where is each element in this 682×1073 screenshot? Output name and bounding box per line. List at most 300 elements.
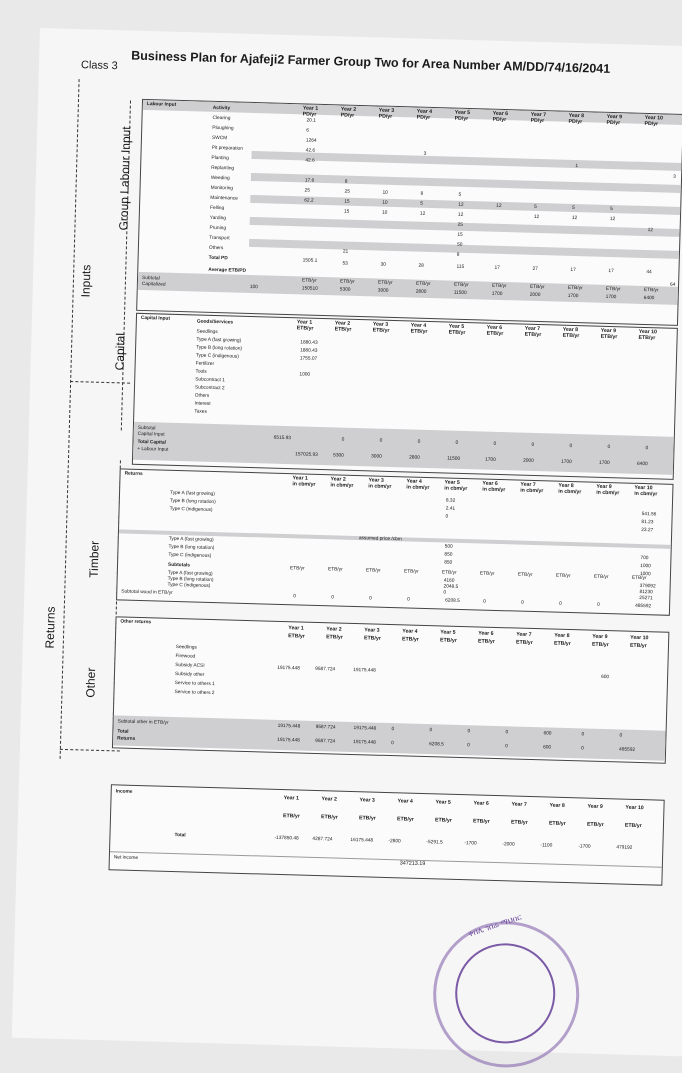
labour-unit-header: PD/yr: [568, 118, 583, 126]
capitalized-value: 3000: [377, 288, 389, 294]
subtotal-y5-value: 2048.5: [443, 584, 459, 590]
labour-unit-header: PD/yr: [416, 114, 431, 121]
avg-unit: ETB/yr: [377, 280, 393, 286]
income-total-value: -1100: [540, 843, 553, 849]
timber-year-header: Year 9: [596, 483, 612, 491]
avg-label: Average ETB/PD: [208, 267, 247, 274]
total-capital-value: 2800: [409, 455, 420, 461]
avg-unit: ETB/yr: [453, 282, 469, 289]
labour-cell: 8: [420, 191, 424, 197]
capital-header-label: Capital Input: [140, 315, 171, 322]
total-returns-value: 0: [581, 746, 584, 752]
income-total-value: -5291.5: [426, 840, 443, 846]
capitalized-value: 11500: [453, 290, 467, 297]
income-unit-header: ETB/yr: [624, 822, 642, 830]
capital-unit-header: ETB/yr: [638, 334, 656, 342]
timber-y5-value: 2.41: [445, 506, 456, 512]
income-unit-header: ETB/yr: [283, 813, 300, 820]
labour-y1-value: 62.2: [304, 198, 314, 204]
avg-unit: ETB/yr: [643, 287, 659, 294]
labour-total-pd: 115: [456, 264, 465, 270]
labour-total-pd: 17: [494, 265, 500, 271]
price-item-label: Type B (long rotation): [168, 544, 215, 552]
capital-unit-header: ETB/yr: [334, 326, 352, 333]
price-y5-value: 500: [444, 544, 453, 550]
timber-year-header: Year 4: [406, 478, 422, 485]
capital-year-header: Year 4: [410, 322, 427, 329]
other-header-label: Other returns: [120, 619, 152, 626]
activity-header: Activity: [212, 105, 231, 112]
capital-subtotal-cell: 0: [417, 439, 421, 445]
other-returns-label: Returns: [117, 736, 136, 742]
total-returns-value: 9587.724: [315, 738, 336, 745]
total-capital-value: 5300: [333, 453, 344, 459]
capital-item-label: Others: [194, 393, 210, 399]
capitalized-value: 5300: [339, 287, 351, 293]
capitalized-value: 1700: [491, 291, 503, 298]
activity-label: Pruning: [209, 225, 227, 232]
timber-y10-value: 541.56: [641, 511, 657, 518]
labour-year-header: Year 7: [530, 111, 547, 119]
price-y10-value: 1000: [639, 571, 651, 578]
capitalized-value: 6400: [643, 295, 655, 302]
labour-cell: 12: [647, 228, 653, 234]
avg-value: 100: [249, 284, 258, 291]
labour-unit-header: PD/yr: [378, 113, 393, 120]
timber-year-header: Year 8: [558, 482, 574, 490]
income-year-header: Year 7: [511, 801, 527, 808]
total-returns-value: 600: [543, 745, 552, 751]
timber-unit-header: in cbm/yr: [520, 487, 544, 495]
inputs-label: Inputs: [78, 264, 94, 298]
income-total-value: -2000: [502, 842, 515, 848]
cap-subtotal-label: Subtotal: [137, 425, 156, 432]
group-labour-label: Group Labour Input: [116, 126, 134, 231]
activity-label: Others: [208, 245, 224, 252]
timber-unit-header: in cbm/yr: [482, 486, 506, 494]
labour-cell: 64: [669, 282, 676, 288]
labour-total-pd: 44: [646, 270, 652, 276]
other-returns-table: [112, 616, 669, 763]
capital-unit-header: ETB/yr: [562, 332, 580, 340]
subtotal-wood-value: 0: [521, 600, 524, 606]
labour-y1-value: 17.6: [304, 178, 315, 184]
timber-y5-value: 8.32: [445, 498, 456, 504]
labour-year-header: Year 3: [378, 107, 395, 114]
labour-cell: 15: [457, 232, 463, 238]
subtotal-item-label: Type C (indigenous): [167, 582, 211, 589]
income-year-header: Year 3: [359, 797, 375, 804]
labour-y1-value: 1264: [305, 138, 317, 144]
other-year-header: Year 2: [326, 626, 342, 633]
income-year-header: Year 6: [473, 800, 489, 807]
labour-cell: 25: [457, 222, 464, 228]
other-subtotal-value: 0: [429, 728, 433, 734]
income-year-header: Year 1: [283, 795, 299, 802]
activity-label: Monitoring: [210, 185, 234, 192]
labour-cell: 12: [419, 211, 426, 217]
timber-unit-header: in cbm/yr: [330, 482, 354, 489]
subtotal-wood-value: 485592: [635, 603, 652, 610]
labour-cell: 12: [571, 215, 578, 222]
subtotal-y10-value: 25271: [639, 595, 653, 602]
other-label: Other: [83, 667, 99, 698]
total-returns-value: 6208.5: [429, 742, 444, 748]
subtotals-unit: ETB/yr: [327, 567, 343, 573]
total-returns-value: 0: [391, 741, 394, 747]
goods-header: Goods/Services: [196, 319, 234, 326]
subtotal-wood-value: 6208.5: [445, 598, 460, 604]
capital-item-label: Type A (fast growing): [196, 337, 242, 344]
activity-label: Ploughing: [212, 125, 234, 132]
timber-year-header: Year 2: [330, 476, 346, 483]
labour-cell: 5: [610, 206, 613, 213]
price-item-label: Type A (fast growing): [168, 536, 214, 544]
subtotals-unit: ETB/yr: [441, 570, 457, 576]
capital-subtotal-cell: 0: [569, 443, 573, 450]
timber-unit-header: in cbm/yr: [634, 490, 658, 498]
total-returns-value: 485592: [618, 747, 636, 753]
total-capital-value: 11500: [447, 456, 461, 462]
labour-year-header: Year 1: [302, 105, 319, 112]
labour-cell: 8: [456, 252, 460, 258]
capital-year-header: Year 7: [524, 325, 541, 333]
income-total-value: 479192: [616, 845, 633, 851]
subtotals-unit: ETB/yr: [289, 566, 305, 572]
capital-item-label: Seedlings: [196, 329, 218, 336]
total-capital-value: 1700: [598, 460, 610, 467]
avg-unit: ETB/yr: [567, 285, 583, 292]
timber-unit-header: in cbm/yr: [292, 481, 316, 488]
capital-year-header: Year 2: [334, 320, 351, 327]
labour-cell: 3: [673, 174, 676, 180]
capital-year-header: Year 1: [296, 319, 313, 326]
labour-y1-value: 20.1: [306, 118, 316, 124]
subsidy-value: 19175.448: [353, 667, 376, 674]
avg-unit: ETB/yr: [491, 283, 507, 290]
capital-unit-header: ETB/yr: [448, 329, 466, 336]
capital-year-header: Year 9: [600, 327, 617, 335]
labour-cell: 12: [609, 216, 616, 223]
total-returns-value: 0: [505, 744, 508, 750]
other-item-label: Subsidy other: [174, 672, 205, 678]
other-year-header: Year 8: [554, 632, 570, 640]
document-title: Business Plan for Ajafeji2 Farmer Group Two for Area Number AM/DD/74/16/2041: [131, 48, 611, 76]
capital-item-label: Type C (indigenous): [195, 353, 239, 360]
income-year-header: Year 9: [587, 803, 603, 811]
subtotal-wood-value: 0: [597, 602, 600, 608]
subtotals-unit: ETB/yr: [365, 568, 381, 574]
capital-subtotal-cell: 0: [379, 438, 383, 444]
total-capital-value: 1700: [561, 459, 572, 466]
labour-y1-value: 42.6: [305, 148, 316, 154]
subtotals-unit: ETB/yr: [403, 569, 419, 575]
timber-item-label: Type B (long rotation): [169, 498, 216, 506]
activity-label: Maintenance: [210, 195, 238, 202]
labour-unit-header: PD/yr: [454, 115, 469, 122]
labour-year-header: Year 9: [606, 113, 623, 121]
timber-y10-value: 81.23: [641, 519, 654, 526]
activity-label: Total PD: [208, 255, 228, 262]
other-year-header: Year 5: [440, 629, 456, 636]
labour-cell: 12: [458, 202, 464, 208]
subtotal-item-label: Type B (long rotation): [167, 576, 214, 584]
capital-item-label: Interest: [194, 401, 211, 407]
capital-unit-header: ETB/yr: [296, 325, 314, 332]
avg-unit: ETB/yr: [415, 281, 431, 288]
net-income-label: Net income: [113, 855, 139, 862]
other-year-header: Year 3: [364, 627, 380, 634]
other-unit-header: ETB/yr: [591, 641, 609, 649]
income-label: Income: [115, 789, 133, 795]
capital-year-header: Year 3: [372, 321, 389, 328]
labour-unit-header: PD/yr: [644, 120, 659, 128]
total-capital-value: 2000: [523, 458, 534, 464]
labour-cell: 12: [533, 214, 540, 221]
income-table: [109, 784, 665, 885]
activity-label: Pit preparation: [211, 145, 243, 152]
subtotal-y10-value: 81230: [639, 589, 653, 596]
other-year-header: Year 9: [592, 633, 608, 641]
subtotal-y10-value: 379092: [639, 583, 656, 590]
avg-unit: ETB/yr: [301, 278, 317, 284]
subtotal-wood-value: 0: [293, 594, 296, 600]
other-subtotal-value: 0: [391, 727, 395, 733]
assumed-price-label: assumed price /cbm: [358, 536, 402, 543]
subtotals-unit: ETB/yr: [555, 573, 571, 580]
other-unit-header: ETB/yr: [553, 640, 571, 648]
avg-unit: ETB/yr: [605, 286, 621, 293]
labour-cell: 5: [458, 192, 462, 198]
other-item-label: Service to others 1: [174, 681, 215, 688]
other-unit-header: ETB/yr: [288, 633, 305, 640]
stamp-text: ቀበሌ ገበሬ ማህበር: [466, 912, 523, 939]
labour-cell: 5: [420, 201, 423, 207]
labour-total-pd: 30: [380, 262, 386, 268]
labour-input-table: [136, 99, 682, 326]
capital-unit-header: ETB/yr: [600, 333, 618, 341]
capital-item-value: 1880.43: [300, 348, 318, 354]
labour-total-pd: 17: [570, 267, 576, 274]
total-capital-label2: + Labour Input: [137, 446, 169, 453]
other-year-header: Year 10: [630, 634, 649, 642]
timber-unit-header: in cbm/yr: [558, 488, 582, 496]
price-y5-value: 850: [444, 560, 453, 566]
labour-year-header: Year 4: [416, 108, 433, 115]
labour-cell: 10: [381, 210, 388, 216]
subtotal-y5-value: 4160: [443, 578, 455, 584]
other-subtotal-value: 19175.448: [353, 726, 377, 732]
labour-cell: 1: [575, 164, 579, 170]
labour-year-header: Year 2: [340, 106, 357, 113]
total-capital-value: 3000: [371, 454, 382, 460]
price-y5-value: 850: [444, 552, 453, 558]
price-y10-value: 1000: [640, 563, 651, 570]
timber-label: Timber: [86, 540, 102, 578]
capital-item-value: 1755.07: [299, 356, 318, 362]
income-total-label: Total: [174, 833, 186, 839]
capital-label: Capital: [112, 332, 128, 371]
other-subtotal-label: Subtotal other in ETB/yr: [117, 719, 169, 726]
dashed-divider: [60, 749, 120, 752]
other-unit-header: ETB/yr: [629, 642, 647, 650]
labour-cell: 3: [423, 151, 427, 157]
capitalized-value: 1700: [605, 294, 617, 301]
labour-total-pd: 53: [342, 261, 348, 267]
subtotal-wood-value: 0: [559, 601, 562, 607]
subsidy-value: 19175.448: [277, 665, 300, 672]
timber-year-header: Year 3: [368, 477, 384, 484]
class-label: Class 3: [80, 59, 118, 73]
capitalized-value: 2800: [415, 289, 427, 295]
activity-label: Clearing: [212, 115, 231, 122]
income-year-header: Year 5: [435, 799, 451, 806]
labour-year-header: Year 6: [492, 110, 509, 118]
total-capital-value: 157025.93: [295, 452, 318, 458]
subtotal-wood-value: 0: [369, 596, 372, 602]
capital-unit-header: ETB/yr: [410, 328, 428, 335]
income-year-header: Year 10: [625, 804, 644, 812]
capital-item-label: Subcontract 1: [195, 377, 225, 384]
timber-year-header: Year 6: [482, 480, 498, 487]
timber-y5-value: 0: [445, 514, 449, 520]
labour-header-label: Labour Input: [146, 102, 177, 108]
labour-unit-header: PD/yr: [340, 112, 355, 119]
subsidy-value: 9587.724: [315, 666, 336, 673]
labour-year-header: Year 5: [454, 109, 471, 117]
capital-subtotal-cell: 0: [341, 437, 345, 443]
capital-item-value: 1000: [299, 372, 311, 378]
capital-subtotal-cell: 0: [531, 442, 535, 448]
other-year-header: Year 1: [288, 625, 304, 632]
avg-unit: ETB/yr: [529, 284, 545, 291]
labour-total-pd: 17: [608, 268, 614, 275]
labour-total-pd: 27: [532, 266, 538, 272]
labour-cell: 12: [496, 203, 502, 209]
capital-year-header: Year 5: [448, 323, 465, 330]
labour-unit-header: PD/yr: [606, 119, 621, 127]
other-unit-header: ETB/yr: [515, 639, 533, 646]
other-item-label: Service to others 2: [174, 690, 215, 697]
timber-year-header: Year 10: [634, 484, 653, 492]
other-subtotal-value: 0: [505, 730, 509, 736]
other-unit-header: ETB/yr: [364, 635, 381, 642]
subtotal-wood-value: 0: [483, 599, 486, 605]
document-page: [12, 28, 682, 1057]
labour-y1-value: 1505.1: [302, 258, 318, 264]
other-year-header: Year 6: [478, 630, 494, 637]
timber-unit-header: in cbm/yr: [596, 489, 620, 497]
total-capital-value: 6400: [636, 461, 648, 468]
income-unit-header: ETB/yr: [548, 820, 566, 827]
other-year-header: Year 7: [516, 631, 532, 638]
income-year-header: Year 4: [397, 798, 413, 805]
capital-subtotal-cell: 0: [455, 440, 459, 446]
total-returns-value: 19175.448: [277, 737, 300, 744]
income-total-value: -1700: [464, 841, 477, 847]
capitalized-value: 1700: [567, 293, 579, 300]
timber-year-header: Year 1: [292, 475, 308, 482]
capital-item-label: Subcontract 2: [194, 385, 225, 392]
capital-subtotal-cell: 0: [645, 446, 649, 452]
capital-input-table: [132, 313, 678, 480]
income-unit-header: ETB/yr: [434, 817, 452, 824]
other-year-header: Year 4: [402, 628, 418, 635]
timber-item-label: Type C (indigenous): [169, 506, 213, 514]
timber-unit-header: in cbm/yr: [406, 484, 430, 492]
other-item-label: Subsidy ACSI: [175, 663, 205, 669]
labour-cell: 8: [344, 179, 348, 185]
labour-cell: 21: [342, 249, 349, 255]
subtotal-item-label: Type A (fast growing): [167, 570, 213, 578]
subtotals-unit: ETB/yr: [631, 575, 647, 582]
income-year-header: Year 2: [321, 796, 337, 803]
timber-year-header: Year 7: [520, 481, 536, 489]
timber-y10-value: 23.27: [641, 527, 654, 534]
subtotal-wood-value: 0: [331, 595, 334, 601]
other-unit-header: ETB/yr: [439, 637, 457, 644]
activity-label: Felling: [209, 205, 225, 212]
timber-unit-header: in cbm/yr: [368, 483, 392, 490]
other-item-label: Seedlings: [175, 645, 197, 651]
capitalized-value: 2000: [529, 292, 541, 299]
labour-cell: 25: [344, 189, 350, 195]
avg-unit: ETB/yr: [339, 279, 355, 285]
labour-cell: 5: [534, 204, 537, 210]
price-item-label: Type C (indigenous): [168, 552, 212, 559]
labour-unit-header: PD/yr: [302, 111, 317, 118]
income-unit-header: ETB/yr: [358, 815, 376, 822]
other-unit-header: ETB/yr: [401, 636, 419, 643]
activity-label: Weeding: [210, 175, 230, 182]
income-total-value: 16175.448: [350, 837, 374, 844]
labour-y1-value: 25: [304, 188, 310, 194]
other-subtotal-value: 9587.724: [315, 724, 336, 731]
labour-cell: 5: [572, 205, 575, 212]
subtotals-unit: ETB/yr: [517, 572, 533, 578]
subtotals-unit: ETB/yr: [593, 574, 609, 581]
capital-item-label: Taxes: [194, 409, 207, 415]
total-capital-value: 1700: [485, 457, 496, 463]
other-total-label: Total: [117, 729, 129, 735]
capital-item-label: Type B (long rotation): [196, 345, 243, 352]
other-subtotal-value: 0: [581, 732, 585, 738]
subtotal-wood-label: Subtotal wood in ETB/yr: [121, 589, 173, 596]
other-item-label: Firewood: [175, 654, 196, 660]
labour-cell: 12: [457, 212, 464, 218]
total-capital-label: Total Capital: [137, 439, 166, 446]
subtotal-y5-value: 0: [443, 590, 447, 596]
other-subtotal-value: 19175.448: [277, 723, 301, 730]
returns-header-label: Returns: [124, 471, 143, 478]
timber-item-label: Type A (fast growing): [169, 490, 215, 498]
labour-y1-value: 6: [306, 128, 309, 134]
capital-year-header: Year 8: [562, 326, 579, 334]
other-unit-header: ETB/yr: [326, 634, 343, 641]
capital-year-header: Year 10: [638, 328, 658, 336]
income-total-value: -137850.48: [274, 835, 299, 842]
subtotals-label: Subtotals: [167, 562, 190, 569]
total-returns-value: 19175.448: [353, 740, 376, 746]
capital-unit-header: ETB/yr: [486, 330, 504, 338]
income-total-value: -1700: [578, 844, 591, 850]
cap-input-label: Capital Input: [137, 431, 165, 438]
net-income-value: 347213.19: [399, 860, 426, 868]
income-year-header: Year 8: [549, 802, 565, 809]
capital-item-value: 1880.43: [300, 340, 318, 346]
subtotals-unit: ETB/yr: [479, 571, 495, 577]
capital-subtotal-cell: 0: [493, 441, 497, 447]
